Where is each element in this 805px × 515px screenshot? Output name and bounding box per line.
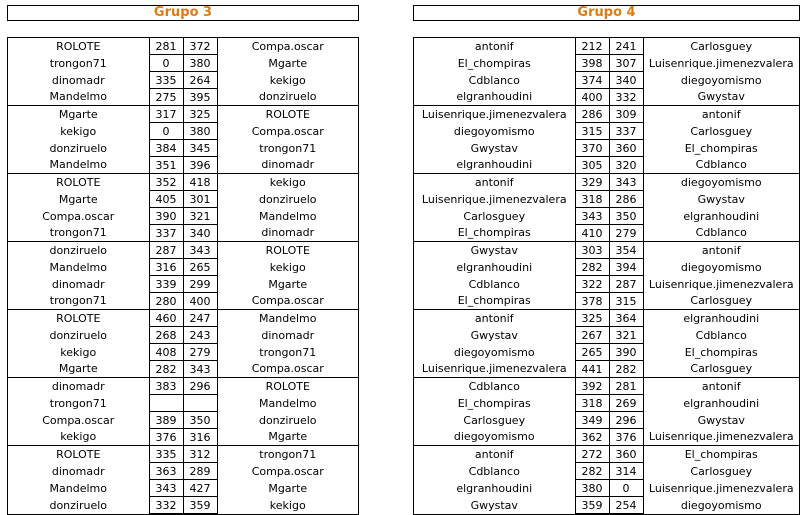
match-row [8,123,358,140]
away-player: Gwystav [697,413,745,427]
away-player: diegoyomismo [680,175,762,189]
home-player: Cdblanco [468,464,520,478]
home-score: 282 [575,463,609,480]
home-score: 281 [149,38,183,55]
away-score: 307 [609,55,643,72]
match-row [8,191,358,208]
home-score: 376 [149,429,183,446]
home-score: 359 [575,497,609,514]
away-player: trongon71 [259,141,317,155]
home-score: 265 [575,344,609,361]
home-score: 410 [575,225,609,242]
home-player: donziruelo [49,328,108,342]
away-score: 279 [609,225,643,242]
away-score: 427 [183,480,217,497]
match-row [414,344,799,361]
match-row [414,72,799,89]
away-player: Carlosguey [643,293,799,310]
away-score: 340 [609,72,643,89]
away-score: 380 [183,123,217,140]
home-score: 335 [149,72,183,89]
away-player: ROLOTE [265,243,310,257]
home-score: 325 [575,310,609,327]
home-player: Gwystav [470,243,518,257]
away-score: 343 [609,174,643,191]
home-score: 316 [149,259,183,276]
home-score: 317 [149,106,183,123]
home-score: 343 [575,208,609,225]
match-row [414,208,799,225]
away-score: 400 [183,293,217,310]
home-player: ROLOTE [56,39,101,53]
home-score: 343 [149,480,183,497]
away-player: antonif [701,107,741,121]
home-player: elgranhoudini [414,89,575,106]
home-score: 268 [149,327,183,344]
away-player: Luisenrique.jimenezvalera [648,481,794,495]
away-score: 320 [609,157,643,174]
match-row [8,242,358,259]
match-row [8,361,358,378]
away-score: 279 [183,344,217,361]
home-player: Gwystav [470,141,518,155]
away-player: Cdblanco [643,225,799,242]
match-row [414,497,799,514]
group-4-title: Grupo 4 [413,5,800,21]
match-row [8,378,358,395]
home-player: donziruelo [49,141,108,155]
match-row [414,259,799,276]
away-player: kekigo [269,73,306,87]
away-player: Gwystav [643,89,799,106]
away-score: 312 [183,446,217,463]
home-score: 282 [575,259,609,276]
home-score: 374 [575,72,609,89]
away-player: El_chompiras [684,345,758,359]
home-player: Mgarte [8,361,149,378]
home-player: Compa.oscar [42,209,115,223]
home-player: antonif [474,175,514,189]
home-score: 378 [575,293,609,310]
match-row [8,38,358,55]
home-player: antonif [474,39,514,53]
group-3-body [8,38,358,514]
away-score: 345 [183,140,217,157]
home-player: diegoyomismo [453,124,535,138]
home-player: trongon71 [8,293,149,310]
match-row [414,106,799,123]
match-row [8,429,358,446]
away-score: 281 [609,378,643,395]
home-player: Carlosguey [463,413,526,427]
home-score: 0 [149,55,183,72]
match-row [414,276,799,293]
match-row [414,412,799,429]
match-row [8,395,358,412]
match-row [414,378,799,395]
home-player: El_chompiras [414,293,575,310]
home-score: 280 [149,293,183,310]
home-player: trongon71 [8,225,149,242]
home-score: 441 [575,361,609,378]
away-player: ROLOTE [265,107,310,121]
away-score: 241 [609,38,643,55]
home-score: 212 [575,38,609,55]
match-row [8,208,358,225]
home-score: 272 [575,446,609,463]
match-row [414,395,799,412]
home-player: dinomadr [51,464,105,478]
away-score [183,395,217,412]
home-score: 305 [575,157,609,174]
away-score: 264 [183,72,217,89]
home-player: kekigo [60,345,97,359]
home-player: ROLOTE [56,175,101,189]
match-row [414,480,799,497]
away-score: 301 [183,191,217,208]
home-player: trongon71 [49,396,107,410]
home-player: Cdblanco [468,379,520,393]
away-score: 269 [609,395,643,412]
match-row [414,191,799,208]
home-player: donziruelo [49,498,108,512]
away-score: 0 [609,480,643,497]
match-row [414,140,799,157]
away-player: antonif [701,243,741,257]
group-3-table [7,37,359,515]
home-score: 384 [149,140,183,157]
home-score: 275 [149,89,183,106]
home-player: Mandelmo [8,89,149,106]
away-player: elgranhoudini [683,209,760,223]
match-row [414,463,799,480]
away-player: trongon71 [259,345,317,359]
match-row [8,140,358,157]
match-row [8,310,358,327]
away-player: Compa.oscar [251,124,324,138]
home-player: diegoyomismo [414,429,575,446]
home-score: 398 [575,55,609,72]
home-player: antonif [474,311,514,325]
away-player: Gwystav [697,192,745,206]
home-score: 392 [575,378,609,395]
home-score [149,395,183,412]
home-player: Mandelmo [49,260,107,274]
home-player: Mgarte [58,192,98,206]
match-row [414,157,799,174]
away-player: Luisenrique.jimenezvalera [643,429,799,446]
away-player: Compa.oscar [217,361,358,378]
home-player: elgranhoudini [456,260,533,274]
home-score: 318 [575,395,609,412]
home-score: 363 [149,463,183,480]
home-score: 315 [575,123,609,140]
match-row [414,361,799,378]
home-player: El_chompiras [457,56,531,70]
away-score: 296 [609,412,643,429]
home-score: 303 [575,242,609,259]
home-score: 332 [149,497,183,514]
away-score: 247 [183,310,217,327]
home-player: dinomadr [51,277,105,291]
home-score: 267 [575,327,609,344]
away-score: 350 [183,412,217,429]
home-player: trongon71 [49,56,107,70]
home-player: Gwystav [470,498,518,512]
away-score: 243 [183,327,217,344]
home-player: Cdblanco [468,73,520,87]
away-player: donziruelo [258,413,317,427]
match-row [414,429,799,446]
home-player: Luisenrique.jimenezvalera [414,361,575,378]
away-player: diegoyomismo [680,498,762,512]
away-player: donziruelo [258,192,317,206]
away-score: 321 [183,208,217,225]
away-player: dinomadr [217,157,358,174]
away-score: 390 [609,344,643,361]
away-score: 360 [609,140,643,157]
match-row [8,276,358,293]
away-score: 296 [183,378,217,395]
away-player: Compa.oscar [251,464,324,478]
home-player: dinomadr [51,379,105,393]
away-player: Cdblanco [695,328,747,342]
away-player: Carlosguey [690,39,753,53]
away-score: 343 [183,361,217,378]
away-player: Mgarte [268,481,308,495]
away-player: Luisenrique.jimenezvalera [648,56,794,70]
home-player: El_chompiras [457,396,531,410]
away-player: antonif [701,379,741,393]
away-player: Compa.oscar [217,293,358,310]
away-player: ROLOTE [265,379,310,393]
away-score: 282 [609,361,643,378]
away-player: Mgarte [217,429,358,446]
home-player: Mandelmo [8,157,149,174]
away-player: elgranhoudini [683,396,760,410]
match-row [8,72,358,89]
away-player: dinomadr [217,225,358,242]
away-player: dinomadr [261,328,315,342]
home-player: Gwystav [470,328,518,342]
match-row [414,89,799,106]
away-player: Compa.oscar [251,39,324,53]
home-score: 318 [575,191,609,208]
away-score: 343 [183,242,217,259]
match-row [414,293,799,310]
home-score: 339 [149,276,183,293]
away-score: 315 [609,293,643,310]
home-score: 329 [575,174,609,191]
match-row [8,89,358,106]
away-player: Carlosguey [643,361,799,378]
home-player: elgranhoudini [414,157,575,174]
away-score: 394 [609,259,643,276]
match-row [8,293,358,310]
match-row [414,310,799,327]
away-player: El_chompiras [684,447,758,461]
home-score: 405 [149,191,183,208]
home-score: 390 [149,208,183,225]
home-player: El_chompiras [414,225,575,242]
match-row [414,225,799,242]
home-score: 408 [149,344,183,361]
match-row [8,259,358,276]
match-row [8,344,358,361]
match-row [414,38,799,55]
away-player: kekigo [269,175,306,189]
away-score: 299 [183,276,217,293]
home-score: 0 [149,123,183,140]
away-player: elgranhoudini [683,311,760,325]
match-row [414,55,799,72]
away-score: 314 [609,463,643,480]
away-player: Cdblanco [643,157,799,174]
home-score: 389 [149,412,183,429]
home-score: 351 [149,157,183,174]
home-score: 335 [149,446,183,463]
away-score: 265 [183,259,217,276]
match-row [8,174,358,191]
group-4-table [413,37,800,515]
away-player: Mgarte [268,56,308,70]
away-player: Mandelmo [259,311,317,325]
away-player: Mandelmo [259,209,317,223]
match-row [8,480,358,497]
match-row [8,225,358,242]
home-player: diegoyomismo [453,345,535,359]
away-score: 337 [609,123,643,140]
away-score: 372 [183,38,217,55]
home-score: 322 [575,276,609,293]
home-player: Mandelmo [49,481,107,495]
away-score: 395 [183,89,217,106]
home-player: kekigo [60,124,97,138]
away-score: 321 [609,327,643,344]
home-player: Mgarte [58,107,98,121]
home-player: donziruelo [49,243,108,257]
away-player: Mandelmo [259,396,317,410]
home-score: 349 [575,412,609,429]
away-score: 286 [609,191,643,208]
home-score: 282 [149,361,183,378]
away-score: 254 [609,497,643,514]
away-player: Carlosguey [690,464,753,478]
home-player: Luisenrique.jimenezvalera [421,192,567,206]
home-player: Cdblanco [468,277,520,291]
away-score: 418 [183,174,217,191]
match-row [8,497,358,514]
match-row [8,157,358,174]
away-score: 359 [183,497,217,514]
home-score: 352 [149,174,183,191]
match-row [414,242,799,259]
away-score: 332 [609,89,643,106]
away-score: 350 [609,208,643,225]
match-row [8,463,358,480]
home-score: 362 [575,429,609,446]
away-score: 396 [183,157,217,174]
away-player: Carlosguey [690,124,753,138]
match-row [414,327,799,344]
away-player: donziruelo [217,89,358,106]
away-player: El_chompiras [684,141,758,155]
away-score: 340 [183,225,217,242]
group-4-body [414,38,799,514]
match-row [8,55,358,72]
home-player: ROLOTE [56,447,101,461]
away-player: Mgarte [268,277,308,291]
match-row [8,446,358,463]
away-player: Luisenrique.jimenezvalera [648,277,794,291]
group-3-title: Grupo 3 [7,5,359,21]
away-player: kekigo [269,260,306,274]
away-score: 309 [609,106,643,123]
away-player: diegoyomismo [680,73,762,87]
match-row [8,327,358,344]
away-score: 354 [609,242,643,259]
away-player: diegoyomismo [680,260,762,274]
home-score: 460 [149,310,183,327]
home-score: 380 [575,480,609,497]
home-score: 383 [149,378,183,395]
away-score: 316 [183,429,217,446]
home-score: 400 [575,89,609,106]
match-row [8,412,358,429]
home-score: 287 [149,242,183,259]
home-score: 370 [575,140,609,157]
away-score: 289 [183,463,217,480]
match-row [414,174,799,191]
match-row [8,106,358,123]
home-player: Compa.oscar [42,413,115,427]
home-player: elgranhoudini [456,481,533,495]
away-player: kekigo [269,498,306,512]
match-row [414,123,799,140]
home-player: ROLOTE [56,311,101,325]
away-player: trongon71 [259,447,317,461]
away-score: 364 [609,310,643,327]
away-score: 376 [609,429,643,446]
away-score: 325 [183,106,217,123]
away-score: 360 [609,446,643,463]
home-player: dinomadr [51,73,105,87]
home-player: Luisenrique.jimenezvalera [421,107,567,121]
home-player: kekigo [8,429,149,446]
home-score: 337 [149,225,183,242]
home-player: antonif [474,447,514,461]
home-score: 286 [575,106,609,123]
away-score: 380 [183,55,217,72]
away-score: 287 [609,276,643,293]
home-player: Carlosguey [463,209,526,223]
match-row [414,446,799,463]
